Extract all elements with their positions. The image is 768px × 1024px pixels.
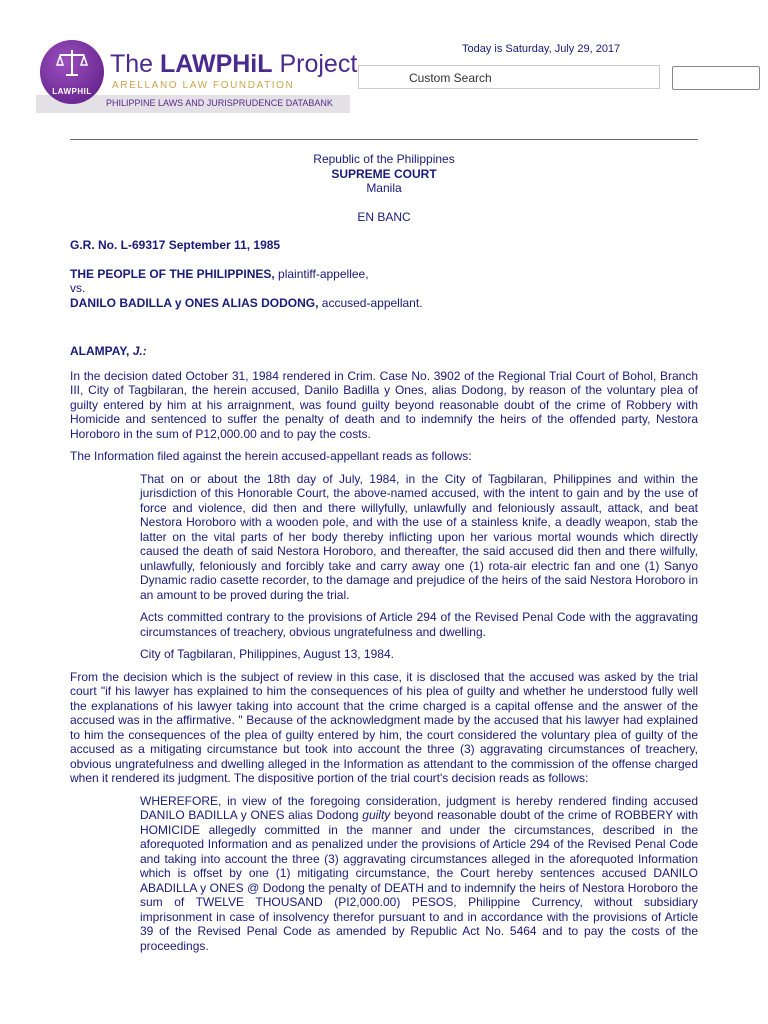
logo-title-bold: LAWPHiL xyxy=(160,50,273,78)
information-quote: That on or about the 18th day of July, 1984, in the City of Tagbilaran, Philippines and within the jurisdiction of this Honorable Court, the above-named accused, with the intent to gain and by the use of force and violence, did then and there willyfully, unlawfully and feloniously assault, attack, and beat Nestora Horoboro with a wooden pole, and with the use of a stainless knife, a deadly weapon, stab the latter on the vital parts of her body thereby inflicting upon her various mortal wounds which directly caused the death of said Nestora Horoboro, and thereafter, the said accused did then and there wilfully, unlawfully, feloniously and forcibly take and carry away one (1) rota-air electric fan and one (1) Sanyo Dynamic radio casette recorder, to the damage and prejudice of the heirs of the said Nestora Horoboro in an amount to be proved during the trial. xyxy=(140,471,698,602)
party-accused xyxy=(70,296,698,311)
search-input[interactable] xyxy=(358,65,660,89)
case-number: G.R. No. L-69317 September 11, 1985 xyxy=(70,238,281,252)
ponente-name: ALAMPAY, xyxy=(70,344,133,358)
party-plaintiff xyxy=(70,267,698,282)
plaintiff-name: THE PEOPLE OF THE PHILIPPINES, xyxy=(70,266,275,281)
ponente xyxy=(70,344,698,359)
versus: vs. xyxy=(70,281,86,295)
today-date: Today is Saturday, July 29, 2017 xyxy=(462,43,621,55)
page-header xyxy=(0,0,768,130)
paragraph-2: The Information filed against the herein accused-appellant reads as follows: xyxy=(70,449,472,463)
header-divider xyxy=(70,139,698,140)
dispositive-guilty: guilty xyxy=(362,808,391,822)
lawphil-logo[interactable] xyxy=(36,38,358,113)
accused-role: accused-appellant. xyxy=(318,295,423,310)
logo-title-prefix: The xyxy=(110,50,161,78)
logo-band-text: PHILIPPINE LAWS AND JURISPRUDENCE DATABANK xyxy=(106,98,333,108)
paragraph-3: From the decision which is the subject of review in this case, it is disclosed that the accused was asked by the trial court "if his lawyer has explained to him the consequences of his plea of guilty and whether he understood fully well the explanations of his lawyer taking into account that the crime charged is a capital offense and the answer of the accused was in the affirmative. " Because of the acknowledgment made by the accused that his lawyer had explained to him the consequences of the plea of guilty entered by him, the court considered the voluntary plea of guilty of the accused as a mitigating circumstance but took into account the three (3) aggravating circumstances of treachery, obvious ungratefulness and dwelling alleged in the Information as attendant to the commission of the offense charged when it rendered its judgment. The dispositive portion of the trial court's decision reads as follows: xyxy=(70,669,698,785)
search-button[interactable] xyxy=(672,66,760,90)
court-city: Manila xyxy=(366,181,402,195)
logo-seal-text: LAWPHIL xyxy=(52,87,92,96)
republic-line: Republic of the Philippines xyxy=(313,152,455,166)
logo-subtitle: ARELLANO LAW FOUNDATION xyxy=(112,80,295,91)
logo-title xyxy=(110,50,357,79)
paragraph-1: In the decision dated October 31, 1984 rendered in Crim. Case No. 3902 of the Regional Trial Court of Bohol, Branch III, City of Tagbilaran, the herein accused, Danilo Badilla y Ones, alias Dodong, by reason of the voluntary plea of guilty entered by him at his arraignment, was found guilty beyond reasonable doubt of the crime of Robbery with Homicide and sentenced to suffer the penalty of death and to indemnify the heirs of the offended party, Nestora Horoboro in the sum of P12,000.00 and to pay the costs. xyxy=(70,368,698,441)
division: EN BANC xyxy=(357,209,411,224)
dispositive-part-b: beyond reasonable doubt of the crime of ROBBERY with HOMICIDE allegedly committed in the manner and under the circumstances, described in the aforequoted Information and as penalized under the provisions of Article 294 of the Revised Penal Code and taking into account the three (3) aggravating circumstances alleged in the aforequoted Information which is offset by one (1) mitigating circumstance, the Court hereby sentences accused DANILO ABADILLA y ONES @ Dodong the penalty of DEATH and to indemnify the heirs of Nestora Horoboro the sum of TWELVE THOUSAND (PI2,000.00) PESOS, Philippine Currency, without subsidiary imprisonment in case of insolvency therefor pursuant to and in accordance with the provisions of Article 39 of the Revised Penal Code as amended by Republic Act No. 5464 and to pay the costs of the proceedings. xyxy=(140,808,698,953)
scales-of-justice-icon xyxy=(40,40,104,104)
search-placeholder: Custom Search xyxy=(409,71,492,85)
dispositive-quote xyxy=(140,794,698,954)
information-quote-2: Acts committed contrary to the provisions of Article 294 of the Revised Penal Code with the aggravating circumstances of treachery, obvious ungratefulness and dwelling. xyxy=(140,610,698,639)
decision-document xyxy=(70,152,698,953)
dispositive-part-a: WHEREFORE, in view of the foregoing consideration, judgment is hereby rendered finding accused DANILO BADILLA y ONES alias Dodong xyxy=(140,793,698,822)
logo-title-suffix: Project xyxy=(272,50,358,78)
ponente-title: J.: xyxy=(132,344,147,358)
accused-name: DANILO BADILLA y ONES ALIAS DODONG, xyxy=(70,295,319,310)
court-name: SUPREME COURT xyxy=(331,166,437,181)
plaintiff-role: plaintiff-appellee, xyxy=(274,266,369,281)
information-date: City of Tagbilaran, Philippines, August 13, 1984. xyxy=(140,647,394,661)
